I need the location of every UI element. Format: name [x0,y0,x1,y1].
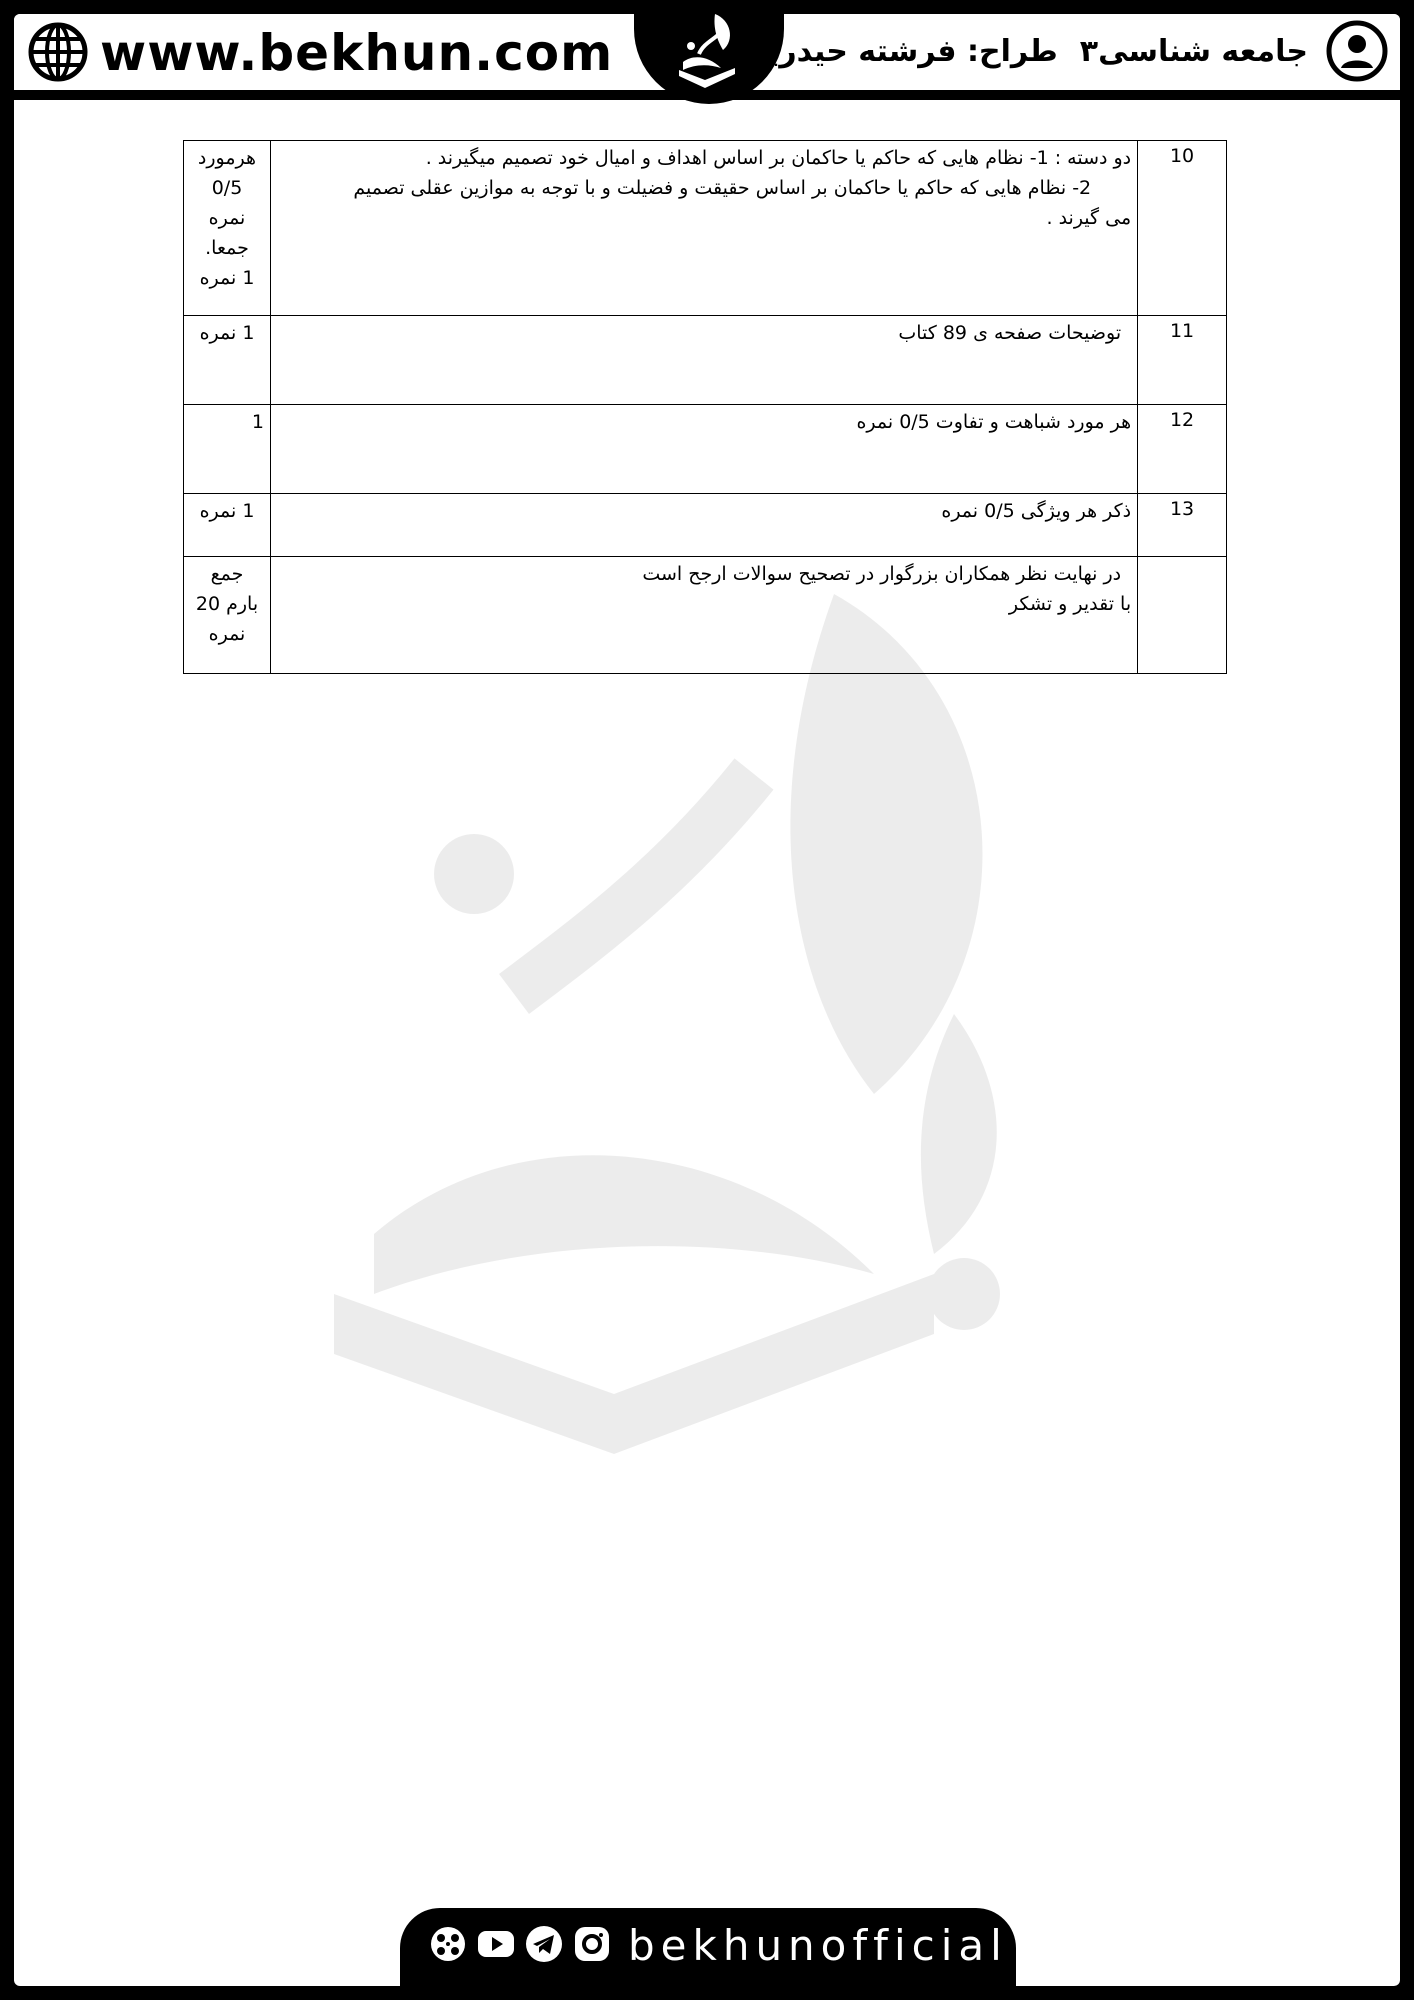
table-row [184,316,1227,405]
watermark-logo [314,574,1134,1454]
answer-cell [270,316,1137,405]
user-avatar-icon [1326,20,1388,82]
answer-line: توضیحات صفحه ی 89 کتاب [898,322,1122,344]
score-line: 1 نمره [199,267,255,289]
question-number: 11 [1138,316,1227,405]
site-url[interactable]: www.bekhun.com [100,24,614,82]
score-cell [184,557,271,674]
table-row [184,405,1227,494]
answer-line: با تقدیر و تشکر [1008,593,1132,615]
youtube-icon[interactable] [476,1924,516,1964]
table-row [184,557,1227,674]
answer-cell [270,494,1137,557]
answer-sheet-page [14,14,1400,1986]
answer-line: 2- نظام هایی که حاکم یا حاکمان بر اساس حقیقت و فضیلت و با توجه به موازین عقلی تصمیم [353,177,1092,199]
score-line: بارم 20 [195,593,259,615]
page-header [14,14,1400,100]
score-cell [184,405,271,494]
score-cell [184,316,271,405]
score-cell [184,141,271,316]
instagram-icon[interactable] [572,1924,612,1964]
designer-name: طراح: فرشته حیدریان [731,34,1058,69]
score-line: جمع [210,563,244,585]
score-line: 0/5 [211,177,243,199]
header-title [731,24,1308,80]
aparat-icon[interactable] [428,1924,468,1964]
answer-cell [270,405,1137,494]
social-handle[interactable]: bekhunofficial [628,1921,1008,1970]
answer-cell [270,557,1137,674]
score-line: 1 [251,411,264,433]
answer-cell [270,141,1137,316]
question-number [1138,557,1227,674]
table-row [184,494,1227,557]
score-line: 1 نمره [199,500,255,522]
question-number: 10 [1138,141,1227,316]
answer-line: هر مورد شباهت و تفاوت 0/5 نمره [856,411,1132,433]
answer-line: در نهایت نظر همکاران بزرگوار در تصحیح سوالات ارجح است [642,563,1122,585]
globe-icon [28,22,88,82]
score-line: نمره [208,207,246,229]
table-row [184,141,1227,316]
answer-line: می گیرند . [1046,207,1132,229]
score-line: 1 نمره [199,322,255,344]
answer-table [183,140,1227,674]
question-number: 12 [1138,405,1227,494]
social-icons [428,1924,612,1964]
score-line: نمره [208,623,246,645]
social-footer [400,1908,1016,1986]
question-number: 13 [1138,494,1227,557]
score-cell [184,494,271,557]
subject-title: جامعه شناسی۳ [1079,34,1308,69]
answer-line: ذکر هر ویژگی 0/5 نمره [941,500,1132,522]
score-line: جمعا. [205,237,249,259]
telegram-icon[interactable] [524,1924,564,1964]
score-line: هرمورد [197,147,257,169]
answer-line: دو دسته : 1- نظام هایی که حاکم یا حاکمان بر اساس اهداف و امیال خود تصمیم میگیرند . [425,147,1132,169]
